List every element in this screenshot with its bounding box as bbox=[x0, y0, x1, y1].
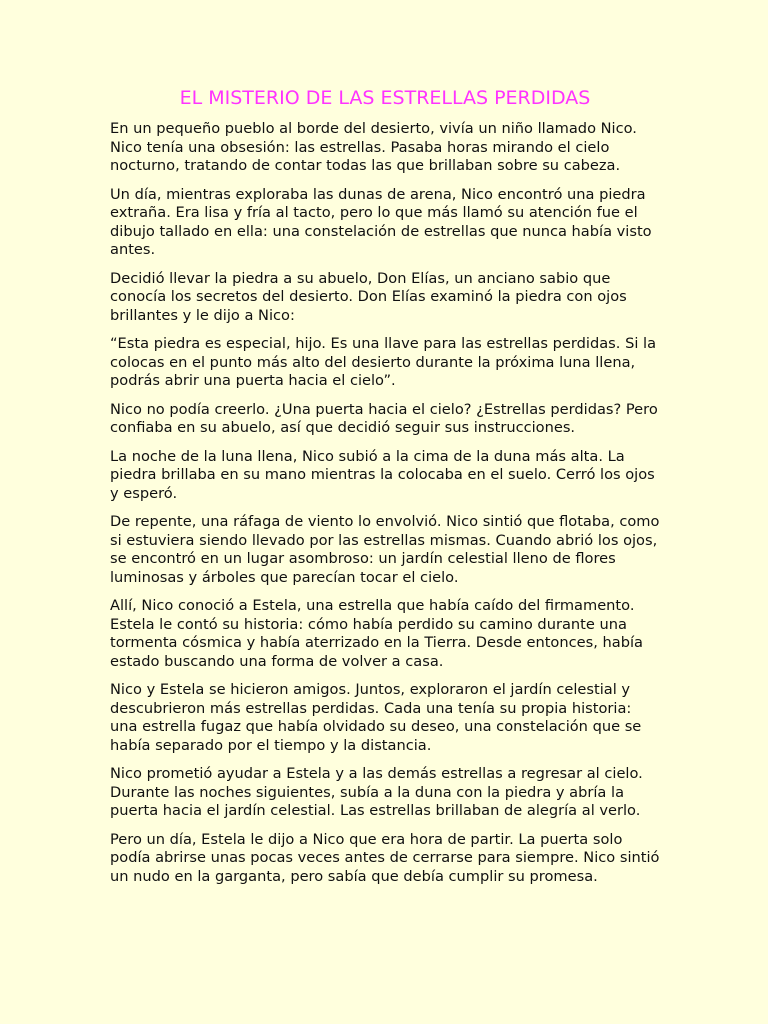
paragraph: Nico prometió ayudar a Estela y a las demás estrellas a regresar al cielo. Durante las noches siguientes, subía a la duna con la piedra y abría la puerta hacia el jardín celestial. Las estrellas brillaban de alegría al verlo. bbox=[110, 765, 643, 819]
paragraph: De repente, una ráfaga de viento lo envolvió. Nico sintió que flotaba, como si estuviera siendo llevado por las estrellas mismas. Cuando abrió los ojos, se encontró en un lugar asombroso: un jardín celestial lleno de flores luminosas y árboles que parecían tocar el cielo. bbox=[110, 513, 660, 586]
paragraph: La noche de la luna llena, Nico subió a la cima de la duna más alta. La piedra brillaba en su mano mientras la colocaba en el suelo. Cerró los ojos y esperó. bbox=[110, 447, 655, 502]
paragraph: Allí, Nico conoció a Estela, una estrella que había caído del firmamento. Estela le contó su historia: cómo había perdido su camino durante una tormenta cósmica y había aterrizado en la Tierra. Desde entonces, había estado buscando una forma de volver a casa. bbox=[110, 597, 643, 670]
page-title: EL MISTERIO DE LAS ESTRELLAS PERDIDAS bbox=[179, 87, 591, 109]
paragraph: Decidió llevar la piedra a su abuelo, Don Elías, un anciano sabio que conocía los secretos del desierto. Don Elías examinó la piedra con ojos brillantes y le dijo a Nico: bbox=[110, 269, 627, 324]
paragraph: En un pequeño pueblo al borde del desierto, vivía un niño llamado Nico. Nico tenía una obsesión: las estrellas. Pasaba horas mirando el cielo nocturno, tratando de contar todas las que brillaban sobre su cabeza. bbox=[110, 120, 637, 174]
paragraph: Nico no podía creerlo. ¿Una puerta hacia el cielo? ¿Estrellas perdidas? Pero confiaba en su abuelo, así que decidió seguir sus instrucciones. bbox=[110, 400, 658, 436]
paragraph: Pero un día, Estela le dijo a Nico que era hora de partir. La puerta solo podía abrirse unas pocas veces antes de cerrarse para siempre. Nico sintió un nudo en la garganta, pero sabía que debía cumplir su promesa. bbox=[110, 830, 660, 885]
paragraph: Nico y Estela se hicieron amigos. Juntos, exploraron el jardín celestial y descubrieron más estrellas perdidas. Cada una tenía su propia historia: una estrella fugaz que había olvidado su deseo, una constelación que se había separado por el tiempo y la distancia. bbox=[110, 681, 642, 754]
paragraph: “Esta piedra es especial, hijo. Es una llave para las estrellas perdidas. Si la colocas en el punto más alto del desierto durante la próxima luna llena, podrás abrir una puerta hacia el cielo”. bbox=[110, 335, 657, 389]
paragraph: Un día, mientras exploraba las dunas de arena, Nico encontró una piedra extraña. Era lisa y fría al tacto, pero lo que más llamó su atención fue el dibujo tallado en ella: una constelación de estrellas que nunca había visto antes. bbox=[110, 185, 652, 258]
